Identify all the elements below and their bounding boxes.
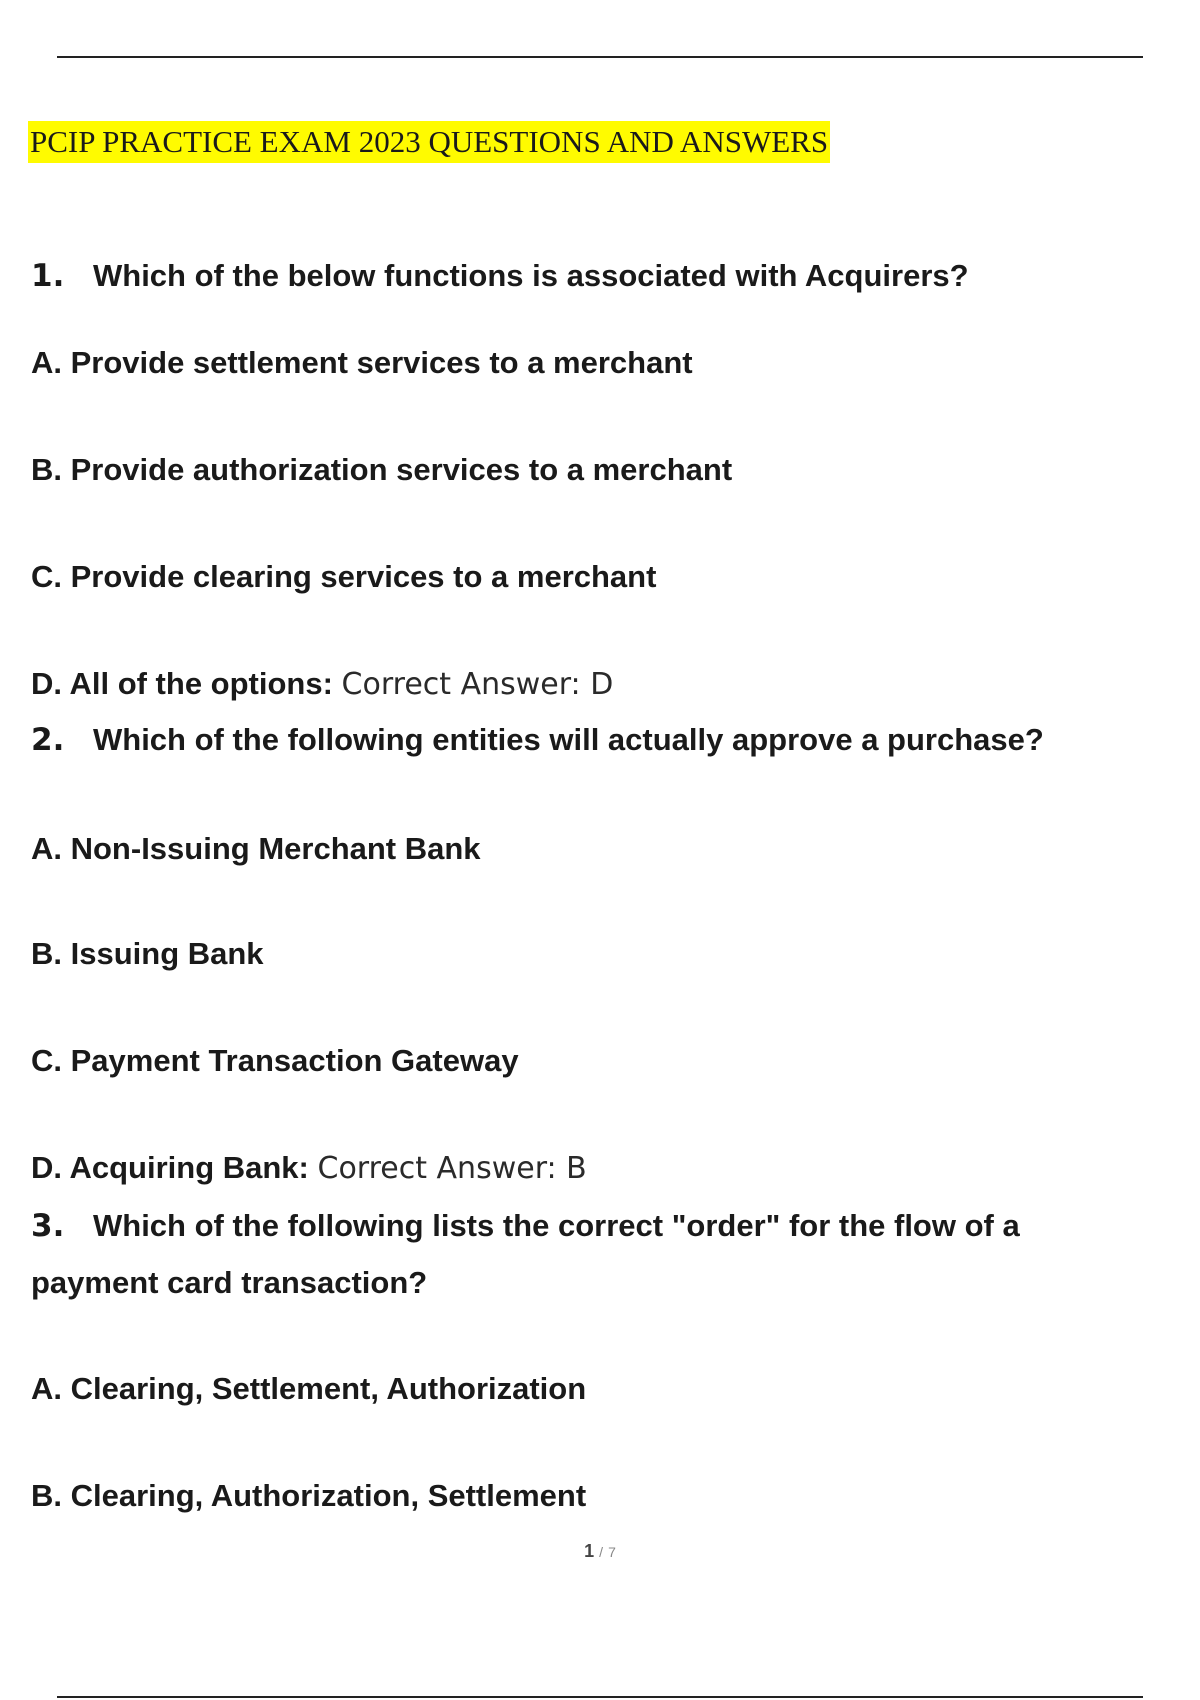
correct-answer: Correct Answer: B (317, 1151, 587, 1186)
question-text: Which of the below functions is associated with Acquirers? (93, 258, 969, 293)
question-1 (31, 256, 969, 296)
q3-option-b: B. Clearing, Authorization, Settlement (31, 1478, 587, 1513)
page-separator: / (599, 1544, 604, 1560)
q1-option-c: C. Provide clearing services to a merchant (31, 559, 657, 594)
option-text: D. All of the options: (31, 666, 333, 701)
page-indicator (0, 1541, 1200, 1562)
question-text: Which of the following entities will actually approve a purchase? (93, 722, 1044, 757)
document-title: PCIP PRACTICE EXAM 2023 QUESTIONS AND ANSWERS (28, 121, 830, 163)
q2-option-d (31, 1148, 587, 1189)
q3-option-a: A. Clearing, Settlement, Authorization (31, 1371, 587, 1406)
q1-option-b: B. Provide authorization services to a merchant (31, 452, 733, 487)
question-number: 1. (31, 258, 65, 294)
q1-option-a: A. Provide settlement services to a merchant (31, 345, 693, 380)
current-page: 1 (584, 1541, 595, 1561)
q2-option-c: C. Payment Transaction Gateway (31, 1043, 519, 1078)
option-text: D. Acquiring Bank: (31, 1150, 309, 1185)
question-number: 2. (31, 722, 65, 758)
question-number: 3. (31, 1208, 65, 1244)
correct-answer: Correct Answer: D (341, 667, 614, 702)
top-rule (57, 56, 1143, 58)
bottom-rule (57, 1696, 1143, 1698)
q1-option-d (31, 664, 613, 705)
question-2 (31, 720, 1044, 760)
total-pages: 7 (608, 1544, 616, 1560)
q2-option-b: B. Issuing Bank (31, 936, 264, 971)
question-text: Which of the following lists the correct "order" for the flow of a (93, 1208, 1020, 1243)
question-3-continued: payment card transaction? (31, 1265, 428, 1300)
question-3 (31, 1206, 1020, 1246)
q2-option-a: A. Non-Issuing Merchant Bank (31, 831, 481, 866)
